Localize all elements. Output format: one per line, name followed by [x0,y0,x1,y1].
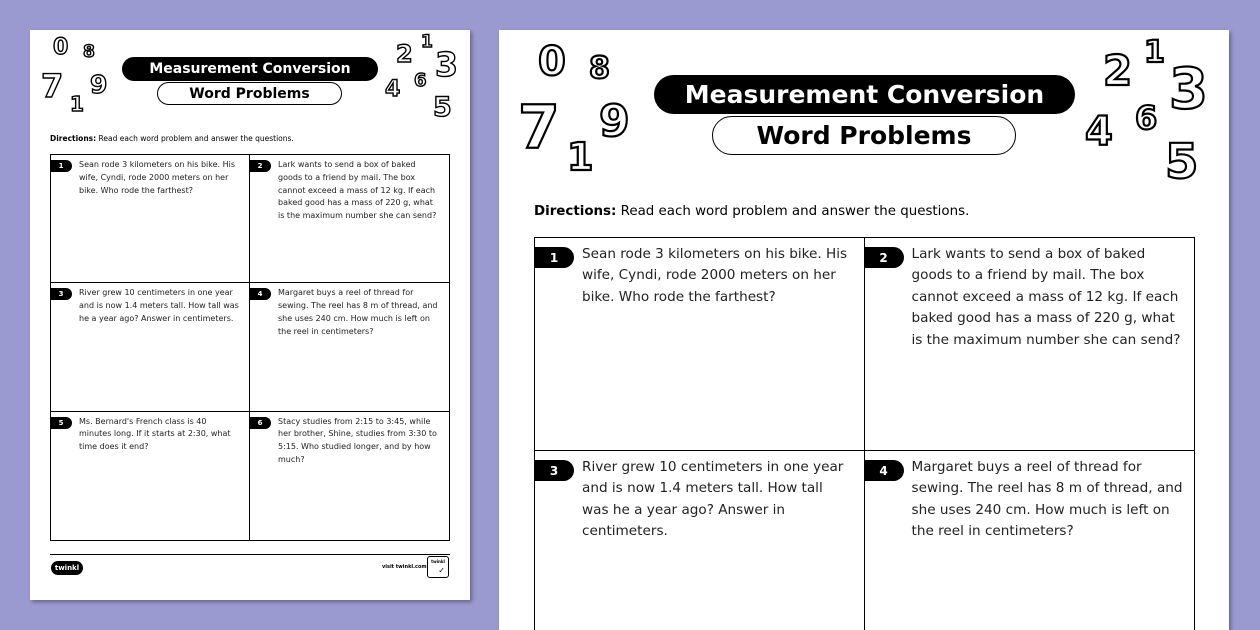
problem-text: Sean rode 3 kilometers on his bike. His wife, Cyndi, rode 2000 meters on her bike. Who rode the farthest? [79,160,236,195]
decor-digit: 2 [396,40,413,68]
problem-cell [535,238,865,451]
directions [50,134,294,143]
problem-cell [535,451,865,630]
decor-digit: 4 [385,77,401,102]
decor-digit: 8 [589,51,610,86]
problem-text: Lark wants to send a box of baked goods to a friend by mail. The box cannot exceed a mass of 12 kg. If each baked good has a mass of 220 g, what is the maximum number she can send? [278,160,437,221]
directions [534,204,969,219]
footer-divider [50,554,450,555]
problem-cell [51,412,250,540]
problem-text: Margaret buys a reel of thread for sewing. The reel has 8 m of thread, and she uses 240 cm. How much is left on the reel in centimeters? [911,459,1183,540]
problem-text: Ms. Bernard's French class is 40 minutes long. If it starts at 2:30, what time does it end? [79,416,231,452]
decor-digit: 2 [1103,46,1133,95]
page-title: Measurement Conversion [654,75,1075,114]
problem-number: 6 [249,417,271,429]
page-subtitle: Word Problems [712,116,1016,155]
problem-cell [51,155,250,283]
problem-number: 3 [534,460,574,481]
page-title: Measurement Conversion [122,57,378,81]
problem-text: Margaret buys a reel of thread for sewing. The reel has 8 m of thread, and she uses 240 cm. How much is left on the reel in centimeters? [278,288,438,336]
problem-text: River grew 10 centimeters in one year and is now 1.4 meters tall. How tall was he a year ago? Answer in centimeters. [79,288,239,323]
directions-label: Directions: [50,134,97,143]
problem-cell [865,238,1195,451]
problem-cell [250,412,449,540]
visit-link-text: visit twinkl.com [382,564,427,570]
decor-digit: 1 [567,135,594,179]
problem-text: River grew 10 centimeters in one year and is now 1.4 meters tall. How tall was he a year ago? Answer in centimeters. [582,459,844,540]
decor-digit: 0 [53,35,69,60]
decor-digit: 1 [70,92,84,116]
twinkl-logo: twinkl [51,561,83,575]
decor-digit: 9 [599,96,630,147]
problem-number: 2 [864,247,904,268]
decor-digit: 1 [421,32,433,52]
problem-number: 2 [249,160,271,172]
problem-cell [865,451,1195,630]
decor-digit: 6 [1135,99,1158,137]
badge-text: twinkl [431,559,445,564]
quality-badge [427,556,449,578]
problem-grid [534,237,1195,630]
problem-cell [250,283,449,411]
decor-digit: 7 [41,67,64,105]
problem-cell [51,283,250,411]
problem-number: 4 [249,288,271,300]
decor-digit: 5 [433,92,452,123]
directions-label: Directions: [534,204,617,219]
problem-number: 3 [50,288,72,300]
decor-digit: 8 [83,42,95,62]
worksheet-preview-large [499,30,1229,630]
directions-text: Read each word problem and answer the questions. [616,204,970,219]
check-icon: ✓ [438,566,445,575]
problem-text: Lark wants to send a box of baked goods to a friend by mail. The box cannot exceed a mass of 12 kg. If each baked good has a mass of 220 g, what is the maximum number she can send? [911,246,1181,348]
problem-cell [250,155,449,283]
decor-digit: 7 [518,93,560,163]
problem-number: 5 [50,417,72,429]
decor-digit: 1 [1144,35,1165,70]
problem-text: Stacy studies from 2:15 to 3:45, while her brother, Shine, studies from 3:30 to 5:15. Who studied longer, and by how much? [278,416,437,465]
decor-digit: 6 [414,70,427,91]
decor-digit: 3 [435,45,458,84]
decor-digit: 4 [1085,109,1113,155]
directions-text: Read each word problem and answer the questions. [96,134,294,143]
problem-number: 4 [864,460,904,481]
problem-number: 1 [534,247,574,268]
decor-digit: 3 [1169,57,1208,122]
decor-digit: 0 [538,39,566,85]
decor-digit: 5 [1165,134,1199,190]
page-subtitle: Word Problems [157,82,342,105]
problem-grid [50,154,450,541]
worksheet-preview-small [30,30,470,600]
problem-number: 1 [50,160,72,172]
decor-digit: 9 [90,70,108,99]
problem-text: Sean rode 3 kilometers on his bike. His wife, Cyndi, rode 2000 meters on her bike. Who rode the farthest? [582,246,848,305]
